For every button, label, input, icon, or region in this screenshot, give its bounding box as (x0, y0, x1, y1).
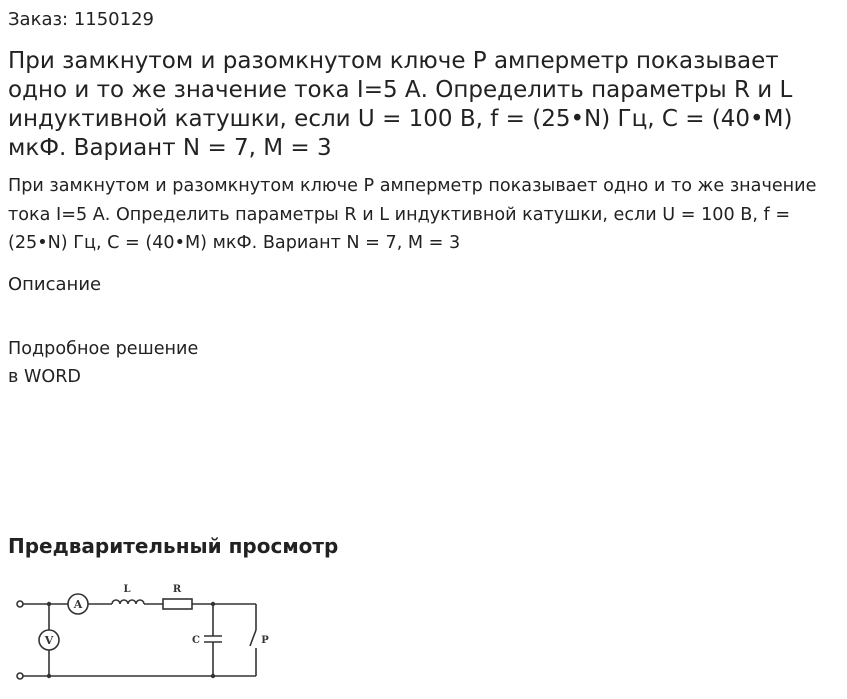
terminal-top (17, 601, 23, 607)
problem-text: При замкнутом и разомкнутом ключе Р амперметр показывает одно и то же значение тока I=5 А. Определить параметры R и L индуктивной катушки, если U = 100 В, f = (25•N) Гц, С = (40•M) мкФ. Вариант N = 7, M = 3 (8, 176, 817, 253)
resistor (163, 599, 192, 609)
description-body (8, 335, 198, 391)
capacitor-label: C (192, 635, 200, 646)
order-number: Заказ: 1150129 (8, 9, 154, 30)
junction-top-left (47, 602, 51, 606)
switch-label: P (261, 635, 269, 646)
preview-heading: Предварительный просмотр (8, 534, 339, 558)
circuit-diagram (10, 578, 280, 682)
description-line-2: в WORD (8, 367, 81, 387)
inductor-label: L (123, 584, 131, 595)
junction-bottom-left (47, 674, 51, 678)
terminal-bottom (17, 673, 23, 679)
inductor (112, 600, 144, 604)
page-title: При замкнутом и разомкнутом ключе Р амперметр показывает одно и то же значение тока I=5 А. Определить параметры R и L индуктивной катушки, если U = 100 В, f = (25•N) Гц, С = (40•M) мкФ. Вариант N = 7, M = 3 (8, 48, 793, 161)
ammeter-label: A (73, 598, 83, 611)
junction-bottom-right (211, 674, 215, 678)
description-line-1: Подробное решение (8, 339, 199, 359)
voltmeter-label: V (44, 634, 54, 647)
resistor-label: R (172, 584, 182, 595)
description-heading: Описание (8, 274, 102, 295)
junction-top-right (211, 602, 215, 606)
switch-blade (250, 630, 256, 646)
